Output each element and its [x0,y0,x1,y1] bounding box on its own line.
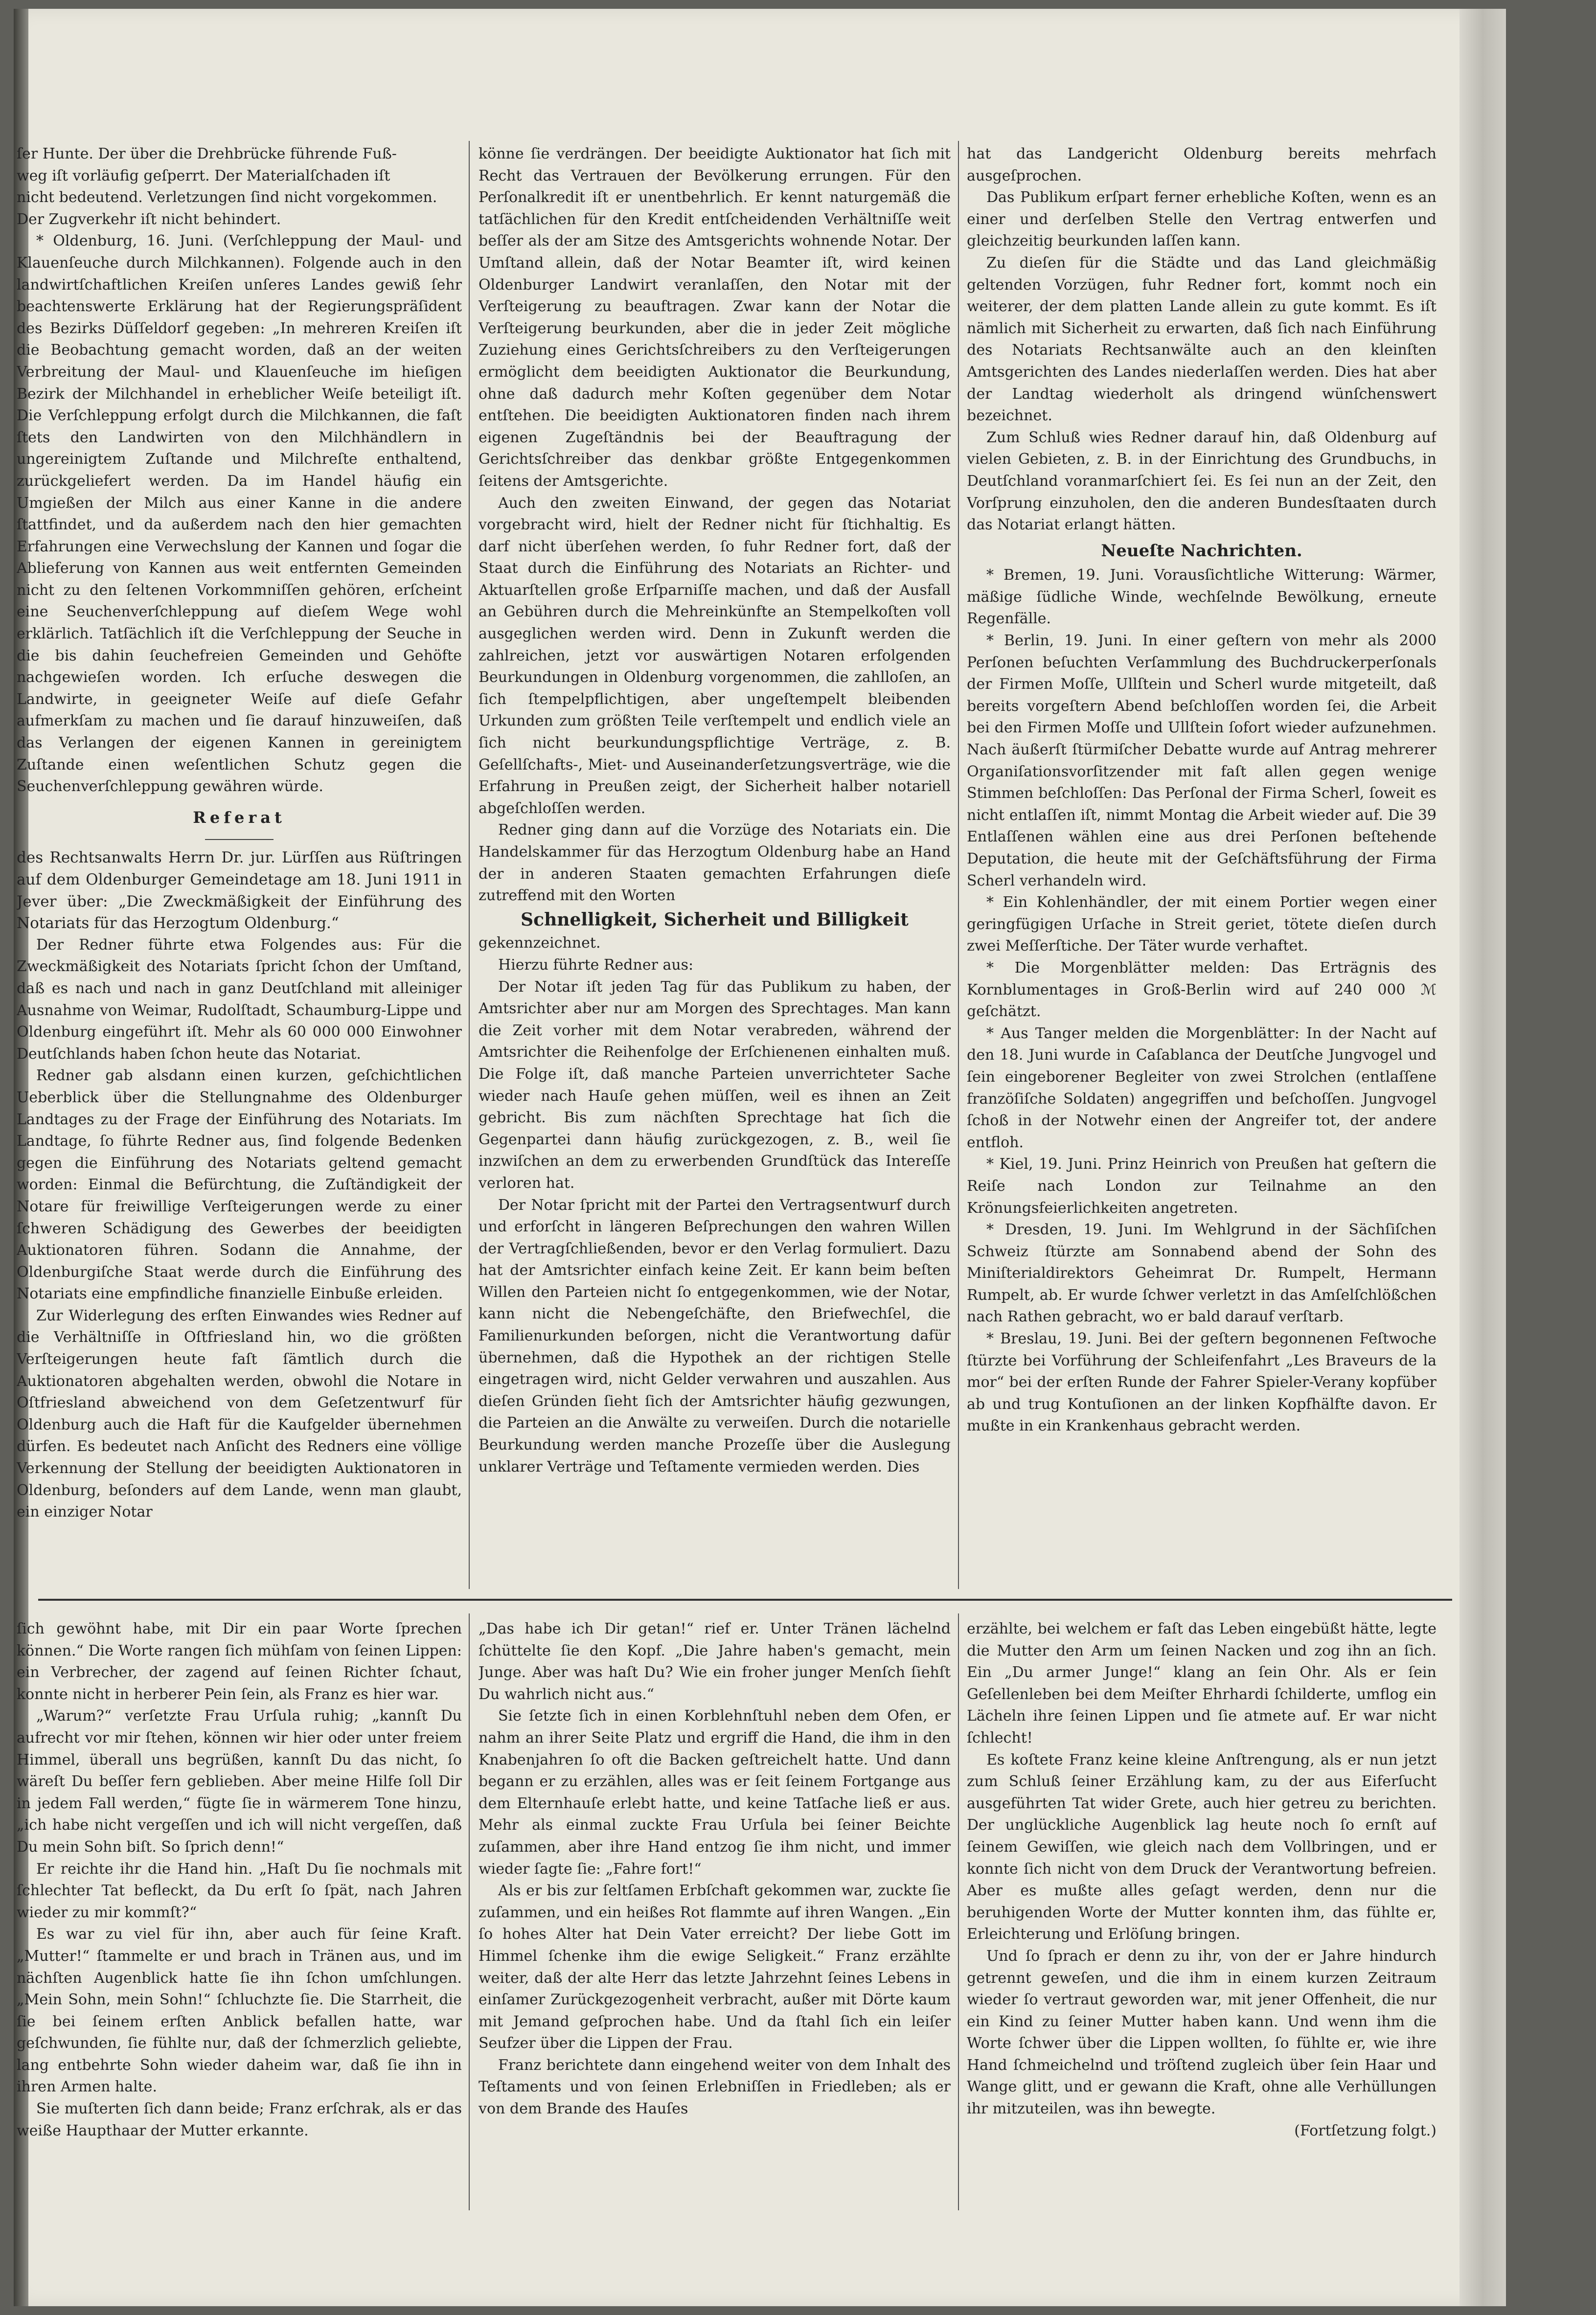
news-item: * Berlin, 19. Juni. In einer geſtern von mehr als 2000 Perſonen beſuchten Verſammlung des Buchdruckerperſonals der Firmen Moſſe, Ullſtein und Scherl wurde mitgeteilt, daß bereits vorgeſtern Abend beſchloſſen worden ſei, die Arbeit bei den Firmen Moſſe und Ullſtein ſofort wieder aufzunehmen. Nach äußerſt ſtürmiſcher Debatte wurde auf Antrag mehrerer Organiſationsvorſitzender mit faſt allen gegen wenige Stimmen beſchloſſen: Das Perſonal der Firma Scherl, ſoweit es nicht entlaſſen iſt, nimmt Montag die Arbeit wieder auf. Die 39 Entlaſſenen wählen eine aus drei Perſonen beſtehende Deputation, die heute mit der Geſchäftsführung der Firma Scherl verhandeln wird. [967,632,1436,889]
heading-rule [205,831,274,840]
text-line: nicht bedeutend. Verletzungen ſind nicht vorgekommen. [17,189,437,206]
news-item-oldenburg: * Oldenburg, 16. Juni. (Verſchleppung der Maul- und Klauenſeuche durch Milchkannen). Folgende auch in den landwirtſchaftlichen Kreiſen unſeres Landes gewiß ſehr beachtenswerte Erklärung hat der Regierungspräſident des Bezirks Düſſeldorf gegeben: „In mehreren Kreiſen iſt die Beobachtung gemacht worden, daß an der weiten Verbreitung der Maul- und Klauenſeuche im hieſigen Bezirk der Milchhandel in erheblicher Weiſe beteiligt iſt. Die Verſchleppung erfolgt durch die Milchkannen, die faſt ſtets den Landwirten von den Milchhändlern in ungereinigtem Zuſtande und Milchreſte enthaltend, zurückgeliefert werden. Da im Handel häufig ein Umgießen der Milch aus einer Kanne in die andere ſtattfindet, und da außerdem nach den hier gemachten Erfahrungen eine Verwechslung der Kannen und ſogar die Ablieferung von Kannen aus weit entfernten Gemeinden nicht zu den ſeltenen Vorkommniſſen gehören, erſcheint eine Seuchenverſchleppung auf dieſem Wege wohl erklärlich. Tatſächlich iſt die Verſchleppung der Seuche in die bis dahin ſeuchefreien Gemeinden und Gehöfte nachgewieſen worden. Ich erſuche deswegen die Landwirte, in geeigneter Weiſe auf dieſe Gefahr aufmerkſam zu machen und ſie darauf hinzuweiſen, daß das Verlangen der eigenen Kannen in gereinigtem Zuſtande einen weſentlichen Schutz gegen die Seuchenverſchleppung gewähren würde. [17,232,462,795]
text-line: Der Zugverkehr iſt nicht behindert. [17,210,281,228]
paragraph: Das Publikum erſpart ferner erhebliche Koſten, wenn es an einer und derſelben Stelle den Vertrag entwerfen und gleichzeitig beurkunden laſſen kann. [967,189,1436,250]
newspaper-page [14,9,1506,2306]
news-item: * Dresden, 19. Juni. Im Wehlgrund in der Sächſiſchen Schweiz ſtürzte am Sonnabend abend der Sohn des Miniſterialdirektors Geheimrat Dr. Rumpelt, Hermann Rumpelt, ab. Er wurde ſchwer verletzt in das Amſelſchlößchen nach Rathen gebracht, wo er bald darauf verſtarb. [967,1221,1436,1326]
paragraph: Als er bis zur ſeltſamen Erbſchaft gekommen war, zuckte ſie zuſammen, und ein heißes Rot flammte auf ihren Wangen. „Ein ſo hohes Alter hat Dein Vater erreicht? Der liebe Gott im Himmel ſchenke ihm die ewige Seligkeit.“ Franz erzählte weiter, daß der alte Herr das letzte Jahrzehnt ſeines Lebens in einſamer Zurückgezogenheit verbracht, außer mit Dörte kaum mit Jemand geſprochen habe. Und da ſtahl ſich ein leiſer Seufzer über die Lippen der Frau. [479,1882,951,2052]
column-divider [958,1613,959,2210]
subheading-emphasis: Schnelligkeit, Sicherheit und Billigkeit [521,909,909,930]
continuation-note: (Fortſetzung folgt.) [1294,2122,1436,2139]
column-upper-middle [479,143,951,1591]
news-item: * Breslau, 19. Juni. Bei der geſtern begonnenen Feſtwoche ſtürzte bei Vorführung der Schleifenfahrt „Les Braveurs de la mor“ bei der erſten Runde der Fahrer Spieler-Verany kopfüber ab und trug Kontuſionen an der linken Kopfhälfte davon. Er mußte in ein Krankenhaus gebracht werden. [967,1330,1436,1435]
paragraph: Hierzu führte Redner aus: [498,956,694,974]
paragraph: könne ſie verdrängen. Der beeidigte Auktionator hat ſich mit Recht das Vertrauen der Bevölkerung errungen. Für den Perſonalkredit iſt er unentbehrlich. Er kennt naturgemäß die tatſächlichen für den Kredit entſcheidenden Verhältniſſe weit beſſer als der am Sitze des Amtsgerichts wohnende Notar. Der Umſtand allein, daß der Notar Beamter iſt, wird keinen Oldenburger Landwirt veranlaſſen, den Notar mit der Verſteigerung zu beauftragen. Zwar kann der Notar die Verſteigerung beurkunden, aber die in jeder Zeit mögliche Zuziehung eines Gerichtsſchreibers zu den Verſteigerungen ermöglicht dem beeidigten Auktionator die Beurkundung, ohne daß dadurch mehr Koſten gegenüber dem Notar entſtehen. Die beeidigten Auktionatoren finden nach ihrem eigenen Zugeſtändnis bei der Beauftragung der Gerichtsſchreiber das denkbar größte Entgegenkommen ſeitens der Amtsgerichte. [479,145,951,490]
paragraph: Er reichte ihr die Hand hin. „Haſt Du ſie nochmals mit ſchlechter Tat befleckt, da Du erſt ſo ſpät, nach Jahren wieder zu mir kommſt?“ [17,1860,462,1921]
text-line: ſer Hunte. Der über die Drehbrücke führende Fuß- [17,145,397,162]
news-item: * Die Morgenblätter melden: Das Erträgnis des Kornblumentages in Groß-Berlin wird auf 240 000 ℳ geſchätzt. [967,959,1436,1021]
news-item: * Bremen, 19. Juni. Vorausſichtliche Witterung: Wärmer, mäßige ſüdliche Winde, wechſelnde Bewölkung, erneute Regenfälle. [967,567,1436,628]
column-divider [469,141,470,1589]
paragraph: Und ſo ſprach er denn zu ihr, von der er Jahre hindurch getrennt geweſen, und die ihm in einem kurzen Zeitraum wieder ſo vertraut geworden war, mit jener Offenheit, die nur ein Kind zu ſeiner Mutter haben kann. Und wenn ihm die Worte ſchwer über die Lippen wollten, ſo fühlte er, wie ihre Hand ſchmeichelnd und tröſtend zugleich über ſein Haar und Wange glitt, und er gewann die Kraft, ohne alle Verhüllungen ihr mitzuteilen, was ihn bewegte. [967,1947,1436,2118]
section-heading-news: Neueſte Nachrichten. [1101,541,1302,561]
news-item: * Aus Tanger melden die Morgenblätter: In der Nacht auf den 18. Juni wurde in Caſablanca der Deutſche Jungvogel und ſein eingeborener Begleiter von zwei Strolchen (entlaſſene franzöſiſche Soldaten) angegriffen und beſchoſſen. Jungvogel ſchoß in der Notwehr einen der Angreifer tot, der andere entfloh. [967,1024,1436,1151]
paragraph: Zum Schluß wies Redner darauf hin, daß Oldenburg auf vielen Gebieten, z. B. in der Einrichtung des Grundbuchs, in Deutſchland voranmarſchiert ſei. Es ſei nun an der Zeit, den Vorſprung einzuholen, den die anderen Bundesſtaaten durch das Notariat erlangt hätten. [967,429,1436,534]
text-line: weg iſt vorläufig geſperrt. Der Materialſchaden iſt [17,167,390,184]
paragraph: „Das habe ich Dir getan!“ rief er. Unter Tränen lächelnd ſchüttelte ſie den Kopf. „Die Jahre haben's gemacht, mein Junge. Aber was haſt Du? Wie ein froher junger Menſch ſiehſt Du wahrlich nicht aus.“ [479,1620,951,1703]
paragraph: Der Notar ſpricht mit der Partei den Vertragsentwurf durch und erforſcht in längeren Beſprechungen den wahren Willen der Vertragſchließenden, bevor er den Verlag formuliert. Dazu hat der Amtsrichter einfach keine Zeit. Er kann beim beſten Willen den Parteien nicht ſo entgegenkommen, wie der Notar, kann nicht die Nebengeſchäfte, den Briefwechſel, die Familienurkunden beſorgen, nicht die Verantwortung dafür übernehmen, daß die Hypothek an der richtigen Stelle eingetragen wird, nicht Gelder verwahren und auszahlen. Aus dieſen Gründen ſieht ſich der Amtsrichter häufig gezwungen, die Parteien an die Anwälte zu verweiſen. Durch die notarielle Beurkundung werden manche Prozeſſe über die Auslegung unklarer Verträge und Teſtamente vermieden werden. Dies [479,1196,951,1475]
column-lower-right [967,1618,1436,2210]
paragraph: Zur Widerlegung des erſten Einwandes wies Redner auf die Verhältniſſe in Oſtfriesland hin, wo die größten Verſteigerungen heute faſt ſämtlich durch die Auktionatoren abgehalten werden, obwohl die Notare in Oſtfriesland abweichend von dem Geſetzentwurf für Oldenburg auch die Haft für die Kaufgelder übernehmen dürfen. Es bedeutet nach Anſicht des Redners eine völlige Verkennung der Stellung der beeidigten Auktionatoren in Oldenburg, beſonders auf dem Lande, wenn man glaubt, ein einziger Notar [17,1307,462,1521]
paragraph: Auch den zweiten Einwand, der gegen das Notariat vorgebracht wird, hielt der Redner nicht für ſtichhaltig. Es darf nicht überſehen werden, ſo fuhr Redner fort, daß der Staat durch die Einführung des Notariats an Richter- und Aktuarſtellen große Erſparniſſe machen, und daß der Ausfall an Gebühren durch die Mehreinkünfte an Stempelkoſten voll ausgeglichen werden wird. Denn in Zukunft werden die zahlreichen, jetzt vor auswärtigen Notaren erfolgenden Beurkundungen in Oldenburg vorgenommen, die zahlloſen, an ſich ſtempelpflichtigen, aber ungeſtempelt bleibenden Urkunden zum größten Teile verſtempelt und endlich viele an ſich nicht beurkundungspflichtige Verträge, z. B. Geſellſchafts-, Miet- und Auseinanderſetzungsverträge, wie die Erfahrung in Preußen zeigt, der Sicherheit halber notariell abgeſchloſſen werden. [479,494,951,817]
text-line: gekennzeichnet. [479,934,601,952]
paragraph: Es war zu viel für ihn, aber auch für ſeine Kraft. „Mutter!“ ſtammelte er und brach in Tränen aus, und im nächſten Augenblick hatte ſie ihn ſchon umſchlungen. „Mein Sohn, mein Sohn!“ ſchluchzte ſie. Die Starrheit, die ſie bei ſeinem erſten Anblick befallen hatte, war geſchwunden, ſie fühlte nur, daß der ſchmerzlich geliebte, lang entbehrte Sohn wieder daheim war, daß ſie ihn in ihren Armen halte. [17,1926,462,2096]
paragraph: Zu dieſen für die Städte und das Land gleichmäßig geltenden Vorzügen, fuhr Redner fort, kommt noch ein weiterer, der dem platten Lande allein zu gute kommt. Es iſt nämlich mit Sicherheit zu erwarten, daß ſich nach Einführung des Notariats Rechtsanwälte auch an den kleinſten Amtsgerichten des Landes niederlaſſen werden. Dies hat aber der Landtag wiederholt als dringend wünſchenswert bezeichnet. [967,254,1436,425]
paragraph: erzählte, bei welchem er faſt das Leben eingebüßt hätte, legte die Mutter den Arm um ſeinen Nacken und zog ihn an ſich. Ein „Du armer Junge!“ klang an ſein Ohr. Als er ſein Geſellenleben bei dem Meiſter Ehrhardi ſchilderte, umflog ein Lächeln ihre ſeinen Lippen und ſie atmete auf. Er war nicht ſchlecht! [967,1620,1436,1747]
paragraph: „Warum?“ verſetzte Frau Urſula ruhig; „kannſt Du aufrecht vor mir ſtehen, können wir hier oder unter freiem Himmel, überall uns begrüßen, kannſt Du das nicht, ſo wäreſt Du beſſer fern geblieben. Aber meine Hilfe ſoll Dir in jedem Fall werden,“ fügte ſie in wärmerem Tone hinzu, „ich habe nicht vergeſſen und ich will nicht vergeſſen, daß Du mein Sohn biſt. So ſprich denn!“ [17,1707,462,1856]
column-upper-left [17,143,462,1591]
paragraph: ſich gewöhnt habe, mit Dir ein paar Worte ſprechen können.“ Die Worte rangen ſich mühſam von ſeinen Lippen: ein Verbrecher, der zagend auf ſeinen Richter ſchaut, konnte nicht in herberer Pein ſein, als Franz es hier war. [17,1620,462,1703]
page-edge [1459,9,1506,2306]
referat-subtitle: des Rechtsanwalts Herrn Dr. jur. Lürſſen aus Rüſtringen auf dem Oldenburger Gemeindetage am 18. Juni 1911 in Jever über: „Die Zweckmäßigkeit der Einführung des Notariats für das Herzogtum Oldenburg.“ [17,849,462,932]
paragraph: Redner gab alsdann einen kurzen, geſchichtlichen Ueberblick über die Stellungnahme des Oldenburger Landtages zu der Frage der Einführung des Notariats. Im Landtage, ſo führte Redner aus, ſind folgende Bedenken gegen die Einführung des Notariats geltend gemacht worden: Einmal die Befürchtung, die Zuſtändigkeit der Notare für freiwillige Verſteigerungen werde zu einer ſchweren Schädigung des Gewerbes der beeidigten Auktionatoren führen. Sodann die Annahme, der Oldenburgiſche Staat werde durch die Einführung des Notariats eine empfindliche finanzielle Einbuße erleiden. [17,1067,462,1303]
column-divider [469,1613,470,2210]
paragraph: Redner ging dann auf die Vorzüge des Notariats ein. Die Handelskammer für das Herzogtum Oldenburg habe an Hand der in anderen Staaten gemachten Erfahrungen dieſe zutreffend mit den Worten [479,821,951,905]
paragraph: Es koſtete Franz keine kleine Anſtrengung, als er nun jetzt zum Schluß ſeiner Erzählung kam, zu der aus Eiferſucht ausgeführten Tat wider Grete, auch hier getreu zu berichten. Der unglückliche Augenblick lag heute noch ſo ernſt auf ſeinem Gewiſſen, wie gleich nach dem Vollbringen, und er konnte ſich nicht von dem Druck der Verantwortung befreien. Aber es mußte alles geſagt werden, denn nur die beruhigenden Worte der Mutter konnten ihm, das fühlte er, Erleichterung und Erlöſung bringen. [967,1751,1436,1943]
column-divider [958,141,959,1589]
paragraph: Franz berichtete dann eingehend weiter von dem Inhalt des Teſtaments und von ſeinen Erlebniſſen in Friedleben; als er von dem Brande des Hauſes [479,2056,951,2118]
column-upper-right [967,143,1436,1591]
column-lower-middle [479,1618,951,2210]
paragraph: hat das Landgericht Oldenburg bereits mehrfach ausgeſprochen. [967,145,1436,184]
section-heading-referat: Referat [193,808,286,827]
news-item: * Ein Kohlenhändler, der mit einem Portier wegen einer geringfügigen Urſache in Streit geriet, tötete dieſen durch zwei Meſſerſtiche. Der Täter wurde verhaftet. [967,894,1436,955]
paragraph: Der Notar iſt jeden Tag für das Publikum zu haben, der Amtsrichter aber nur am Morgen des Sprechtages. Man kann die Zeit vorher mit dem Notar verabreden, während der Amtsrichter die Reihenfolge der Erſchienenen einhalten muß. Die Folge iſt, daß manche Parteien unverrichteter Sache wieder nach Hauſe gehen müſſen, weil es ihnen an Zeit gebricht. Bis zum nächſten Sprechtage hat ſich die Gegenpartei dann häufig zurückgezogen, z. B., weil ſie inzwiſchen an dem zu erwerbenden Grundſtück das Intereſſe verloren hat. [479,978,951,1192]
news-item: * Kiel, 19. Juni. Prinz Heinrich von Preußen hat geſtern die Reiſe nach London zur Teilnahme an den Krönungsfeierlichkeiten angetreten. [967,1156,1436,1217]
paragraph: Der Redner führte etwa Folgendes aus: Für die Zweckmäßigkeit des Notariats ſpricht ſchon der Umſtand, daß es nach und nach in ganz Deutſchland mit alleiniger Ausnahme von Weimar, Rudolſtadt, Schaumburg-Lippe und Oldenburg eingeführt iſt. Mehr als 60 000 000 Einwohner Deutſchlands haben ſchon heute das Notariat. [17,936,462,1063]
column-lower-left [17,1618,462,2210]
paragraph: Sie muſterten ſich dann beide; Franz erſchrak, als er das weiße Haupthaar der Mutter erkannte. [17,2100,462,2139]
feuilleton-separator-rule [38,1599,1452,1601]
paragraph: Sie ſetzte ſich in einen Korblehnſtuhl neben dem Ofen, er nahm an ihrer Seite Platz und ergriff die Hand, die ihm in den Knabenjahren ſo oft die Backen geſtreichelt hatte. Und dann begann er zu erzählen, alles was er ſeit ſeinem Fortgange aus dem Elternhauſe erlebt hatte, und keine Tatſache ließ er aus. Mehr als einmal zuckte Frau Urſula bei ſeiner Beichte zuſammen, aber ihre Hand entzog ſie ihm nicht, und immer wieder ſagte ſie: „Fahre fort!“ [479,1707,951,1878]
